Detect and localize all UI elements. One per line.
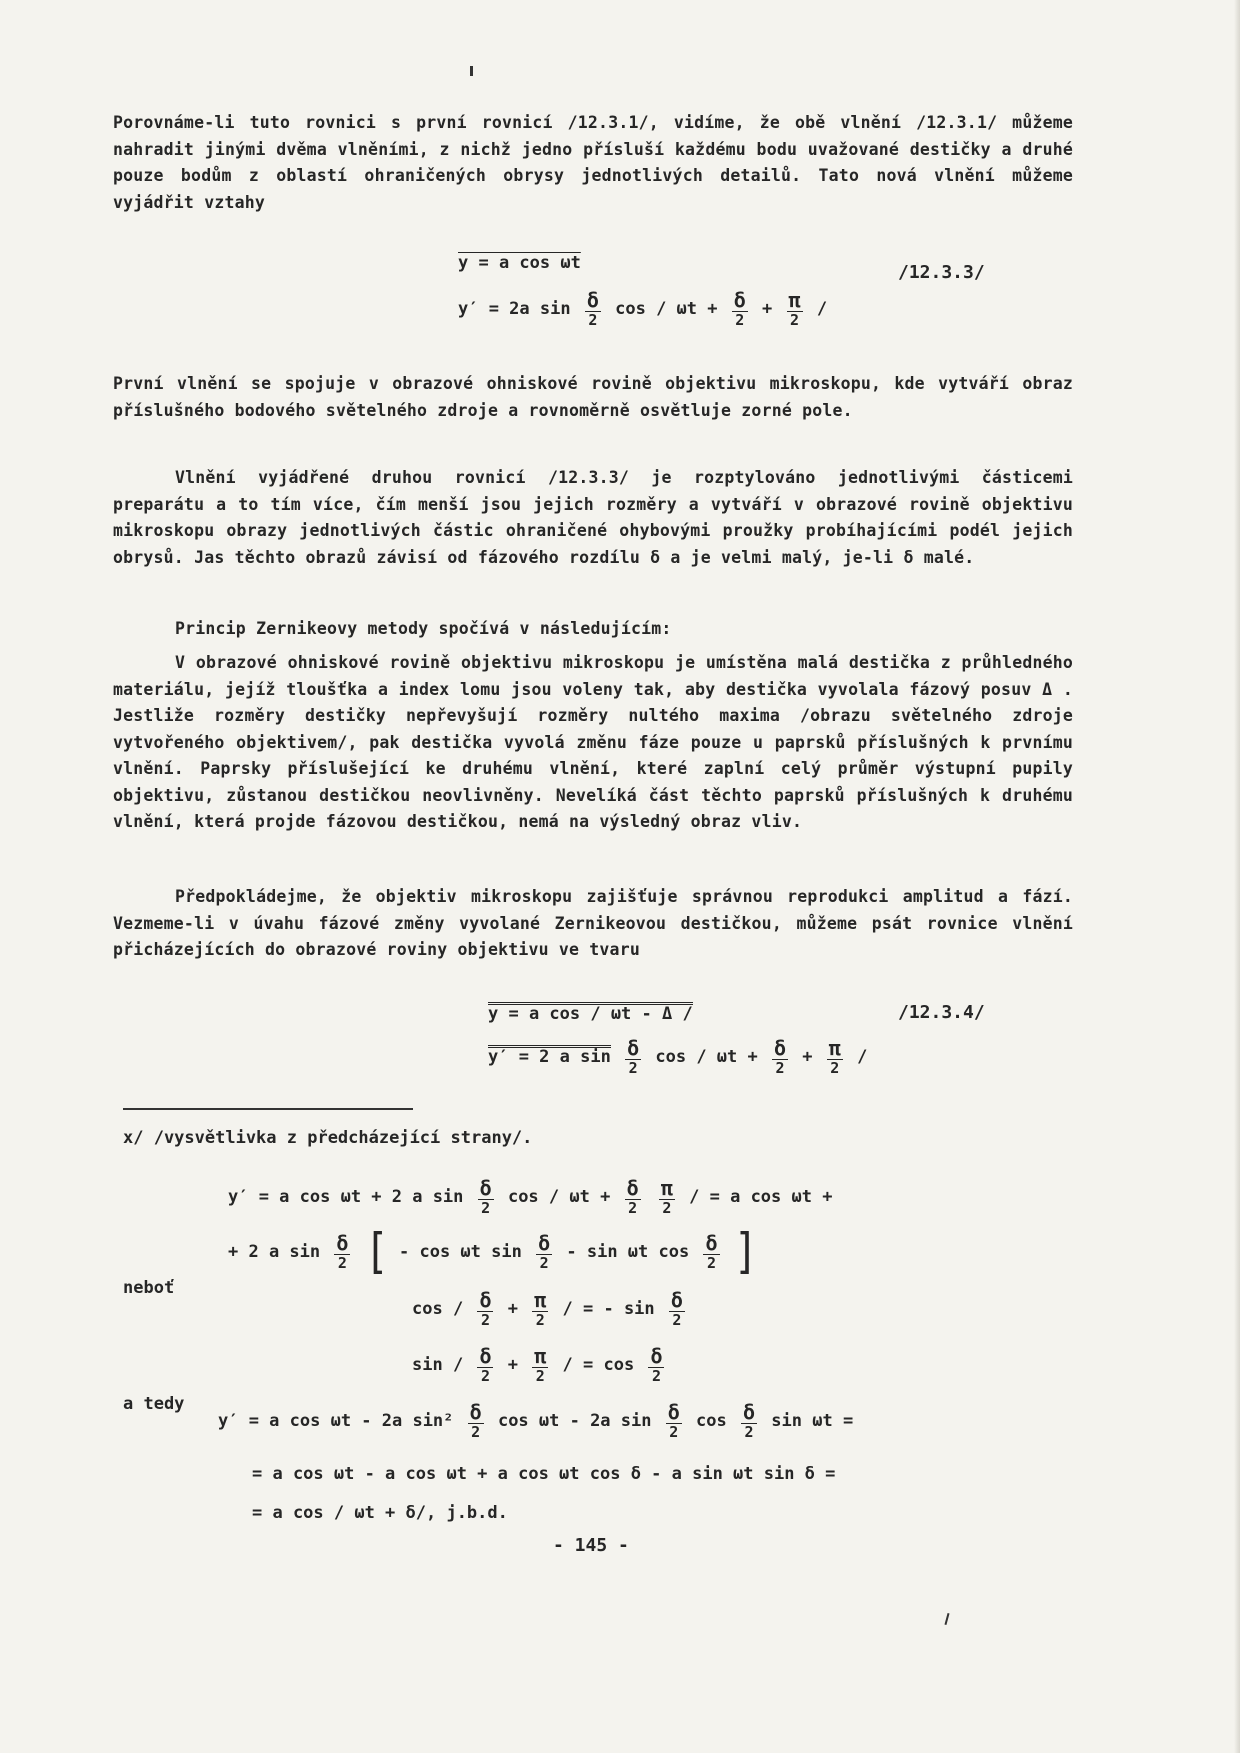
plus-sign: +: [762, 299, 773, 319]
eq1-lhs: y′ = 2a sin: [458, 299, 571, 319]
fraction-delta-half: $\frac{\delta}{2}$: [469, 1400, 482, 1441]
plus-sign: +: [507, 1355, 518, 1375]
paragraph-3: Vlnění vyjádřené druhou rovnicí /12.3.3/ je rozptylováno jednotlivými částicemi preparátu a to tím více, čím menší jsou jejich rozměry a vytváří v obrazové rovině objektivu mikroskopu obrazy jednotlivých částic ohraničené ohybovými proužky probíhajícími podél jejich obrysů. Jas těchto obrazů závisí od fázového rozdílu δ a je velmi malý, je-li δ malé.: [113, 468, 1073, 567]
label-nebot: neboť: [123, 1278, 175, 1298]
footnote-line-5: y′ = a cos ωt - 2a sin² $\frac{\delta}{2}$ cos ωt - 2a sin $\frac{\delta}{2}$ cos $\frac{\delta}{2}$ sin ωt =: [218, 1400, 854, 1441]
page-edge-shadow: [1234, 0, 1240, 1753]
fraction-delta-half: $\frac{\delta}{2}$: [705, 1231, 718, 1272]
fraction-delta-half: $\frac{\delta}{2}$: [733, 288, 746, 329]
close-slash: /: [857, 1047, 868, 1067]
plus-sign: +: [507, 1299, 518, 1319]
fraction-pi-half: $\frac{\pi}{2}$: [660, 1176, 673, 1217]
eq2-cos-part: cos / ωt +: [655, 1047, 758, 1067]
footnote-line-4: sin / $\frac{\delta}{2}$ + $\frac{\pi}{2}$ / = cos $\frac{\delta}{2}$: [412, 1344, 663, 1385]
equation-label-12-3-4: /12.3.4/: [898, 1002, 985, 1023]
fraction-delta-half: $\frac{\delta}{2}$: [586, 288, 599, 329]
equation-12-3-3-line1: [458, 253, 581, 273]
equation-12-3-4-line2: [488, 1038, 867, 1076]
paragraph-2: První vlnění se spojuje v obrazové ohniskové rovině objektivu mikroskopu, kde vytváří obraz příslušného bodového světelného zdroje a rovnoměrně osvětluje zorné pole.: [113, 374, 1073, 420]
page-number: - 145 -: [553, 1535, 629, 1556]
fraction-pi-half: $\frac{\pi}{2}$: [828, 1036, 841, 1077]
right-bracket: ]: [733, 1224, 758, 1280]
eq2-line1-text: y = a cos / ωt - Δ /: [488, 1004, 693, 1024]
fraction-delta-half: $\frac{\delta}{2}$: [667, 1400, 680, 1441]
eq1-cos-part: cos / ωt +: [615, 299, 718, 319]
fraction-delta-half: $\frac{\delta}{2}$: [626, 1176, 639, 1217]
paragraph-1: Porovnáme-li tuto rovnici s první rovnicí /12.3.1/, vidíme, že obě vlnění /12.3.1/ můžeme nahradit jinými dvěma vlněními, z nichž jedno přísluší každému bodu uvažované destičky a druhé pouze bodům z oblastí ohraničených obrysy jednotlivých detailů. Tato nová vlnění můžeme vyjádřit vztahy: [113, 113, 1073, 212]
fraction-delta-half: $\frac{\delta}{2}$: [670, 1288, 683, 1329]
fraction-delta-half: $\frac{\delta}{2}$: [627, 1036, 640, 1077]
fraction-delta-half: $\frac{\delta}{2}$: [336, 1231, 349, 1272]
eq2-lhs: y′ = 2 a sin: [488, 1047, 611, 1067]
footnote-line-6: = a cos ωt - a cos ωt + a cos ωt cos δ - a sin ωt sin δ =: [252, 1464, 836, 1484]
footnote-line-7: = a cos / ωt + δ/, j.b.d.: [252, 1503, 508, 1523]
fraction-pi-half: $\frac{\pi}{2}$: [534, 1344, 547, 1385]
footnote-line-2: + 2 a sin $\frac{\delta}{2}$ [ - cos ωt sin $\frac{\delta}{2}$ - sin ωt cos $\frac{\delta}{2}$ ]: [228, 1224, 758, 1280]
close-slash: /: [816, 299, 828, 319]
paragraph-6: Předpokládejme, že objektiv mikroskopu zajišťuje správnou reprodukci amplitud a fází. Vezmeme-li v úvahu fázové změny vyvolané Zernikeovou destičkou, můžeme psát rovnice vlnění přicházejících do obrazové roviny objektivu ve tvaru: [113, 887, 1073, 959]
fraction-delta-half: $\frac{\delta}{2}$: [773, 1036, 787, 1077]
eq1-line1-text: y = a cos ωt: [458, 253, 581, 273]
scan-mark: [944, 1613, 949, 1625]
fraction-delta-half: $\frac{\delta}{2}$: [743, 1400, 756, 1441]
paragraph-5: V obrazové ohniskové rovině objektivu mikroskopu je umístěna malá destička z průhledného materiálu, jejíž tloušťka a index lomu jsou voleny tak, aby destička vyvolala fázový posuv Δ . Jestliže rozměry destičky nepřevyšují rozměry nultého maxima /obrazu světelného zdroje vytvořeného objektivem/, pak destička vyvolá změnu fáze pouze u paprsků příslušných k prvnímu vlnění. Paprsky příslušející ke druhému vlnění, které zaplní celý průměr výstupní pupily objektivu, zůstanou destičkou neovlivněny. Nevelíká část těchto paprsků příslušných k druhému vlnění, která projde fázovou destičkou, nemá na výsledný obraz vliv.: [113, 653, 1073, 831]
fraction-delta-half: $\frac{\delta}{2}$: [650, 1344, 663, 1385]
fraction-pi-half: $\frac{\pi}{2}$: [534, 1288, 547, 1329]
footnote-line-1: y′ = a cos ωt + 2 a sin $\frac{\delta}{2}$ cos / ωt + $\frac{\delta}{2}$ $\frac{\pi}{2}$ / = a cos ωt +: [228, 1176, 833, 1217]
equation-12-3-4-line1: [488, 1002, 693, 1024]
fraction-pi-half: $\frac{\pi}{2}$: [788, 288, 801, 329]
footnote-title: x/ /vysvětlivka z předcházející strany/.: [123, 1128, 533, 1148]
fraction-delta-half: $\frac{\delta}{2}$: [479, 1176, 492, 1217]
equation-label-12-3-3: /12.3.3/: [898, 262, 985, 283]
footnote-line-3: cos / $\frac{\delta}{2}$ + $\frac{\pi}{2}$ / = - sin $\frac{\delta}{2}$: [412, 1288, 683, 1329]
fraction-delta-half: $\frac{\delta}{2}$: [538, 1231, 551, 1272]
paragraph-4: Princip Zernikeovy metody spočívá v následujícím:: [175, 619, 672, 638]
fraction-delta-half: $\frac{\delta}{2}$: [479, 1344, 492, 1385]
label-a-tedy: a tedy: [123, 1394, 185, 1414]
equation-12-3-3-line2: [458, 290, 827, 328]
fraction-delta-half: $\frac{\delta}{2}$: [479, 1288, 492, 1329]
scan-mark: [470, 66, 473, 76]
footnote-rule: [123, 1108, 413, 1110]
plus-sign: +: [802, 1047, 813, 1067]
left-bracket: [: [364, 1224, 389, 1280]
